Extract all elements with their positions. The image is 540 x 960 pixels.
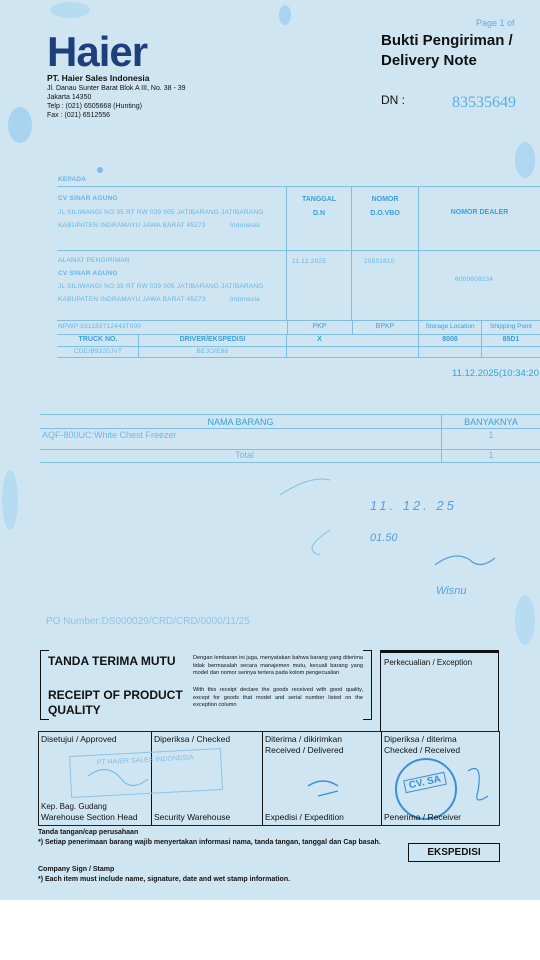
table-line-2 (57, 250, 540, 251)
table-line-4 (57, 334, 540, 335)
kepada-address-1: JL SILIWANGI NO 35 RT RW 039 005 JATIBARANG JATIBARANG (58, 209, 264, 216)
npwp: NPWP:831183712443T000 (58, 323, 142, 330)
tanggal-value: 11.12.2025 (292, 258, 327, 265)
sig-checked-label: Diperiksa / Checked (154, 734, 231, 744)
signature-scribbles (38, 731, 498, 824)
doc-title-id: Bukti Pengiriman / (381, 32, 513, 49)
items-header-line (40, 428, 540, 429)
alamat-name: CV SINAR AGUNG (58, 270, 118, 277)
print-timestamp: 11.12.2025(10:34:20 (452, 368, 539, 379)
haier-stamp-text: PT HAIER SALES INDONESIA (96, 754, 195, 767)
kepada-label: KEPADA (58, 176, 87, 183)
table-line-6 (57, 357, 540, 358)
dealer-value: 6000609234 (455, 276, 494, 283)
driver-label: DRIVER/EKSPEDISI (179, 336, 246, 343)
shipping-value: 85D1 (502, 336, 520, 343)
receipt-text-id: Dengan lembaran ini juga, menyatakan bahwa barang yang diterima tidak bermasalah secara manajemen mutu, kecuali barang yang model dan nomor serinya tertera pada kolom pengecualian (193, 655, 363, 677)
table-top-line (57, 186, 540, 187)
page-number: Page 1 of (476, 18, 515, 28)
footer-note-id: *) Setiap penerimaan barang wajib menyertakan informasi nama, tanda tangan, tanggal dan Cap basah. (38, 839, 381, 846)
driver-value: BEJO/E88 (196, 348, 229, 355)
po-number: PO Number:DS000029/CRD/CRD/0000/11/25 (46, 616, 250, 627)
footer-company-sign: Company Sign / Stamp (38, 866, 115, 873)
items-col-qty: BANYAKNYA (464, 417, 518, 427)
sig-receiver-label-2: Checked / Received (384, 745, 461, 755)
kepada-address-2: KABUPATEN INDRAMAYU JAWA BARAT 45273 (58, 222, 206, 229)
total-label: Total (235, 450, 255, 460)
pkp-label: PKP (312, 323, 327, 330)
sig-received-label-2: Received / Delivered (265, 745, 344, 755)
items-top-line (40, 414, 540, 415)
handwritten-time: 01.50 (370, 532, 398, 544)
doc-title-en: Delivery Note (381, 52, 477, 69)
bpkp-label: BPKP (375, 323, 395, 330)
footer-sign-label: Tanda tangan/cap perusahaan (38, 829, 139, 836)
kepada-country: Indonesia (230, 222, 260, 229)
company-telp: Telp : (021) 6505668 (Hunting) (47, 103, 142, 110)
nomor-value: 20551810 (364, 258, 395, 265)
storage-value: 8008 (442, 336, 458, 343)
item-name: AQF-800UC:White Chest Freezer (42, 430, 177, 440)
sig-bottom-receiver: Penerima / Receiver (384, 812, 462, 822)
haier-logo: Haier (47, 28, 148, 75)
items-col-name: NAMA BARANG (207, 417, 274, 427)
sig-received-label: Diterima / dikirimkan (265, 734, 342, 744)
alamat-address-1: JL SILIWANGI NO 35 RT RW 039 005 JATIBARANG JATIBARANG (58, 283, 264, 290)
exception-label: Perkecualian / Exception (384, 658, 473, 667)
truck-value: CDE/B9320JVT (73, 348, 123, 355)
receipt-title-id: TANDA TERIMA MUTU (48, 654, 176, 668)
col-divider-2 (351, 186, 352, 320)
sig-bottom-expedition: Expedisi / Expedition (265, 812, 344, 822)
receipt-text-en: With this receipt declare the goods received with good quality, except for goods that model and serial number listed on the exception column (193, 687, 363, 709)
pkp-value: X (317, 336, 322, 343)
alamat-address-2: KABUPATEN INDRAMAYU JAWA BARAT 45273 (58, 296, 206, 303)
tanggal-label: TANGGAL (301, 196, 337, 203)
company-name: PT. Haier Sales Indonesia (47, 73, 150, 83)
receiver-stamp-text: CV. SA (403, 772, 447, 793)
sig-approved-label: Disetujui / Approved (41, 734, 117, 744)
dealer-label: NOMOR DEALER (450, 209, 509, 216)
tanggal-sub: D.N (312, 210, 326, 217)
col-divider-1 (286, 186, 287, 320)
handwritten-date: 11. 12. 25 (370, 498, 457, 513)
kepada-name: CV SINAR AGUNG (58, 195, 118, 202)
sig-bottom-1: Kep. Bag. Gudang (41, 802, 107, 811)
dn-number: 83535649 (452, 94, 516, 111)
storage-label: Storage Location (425, 323, 475, 330)
sig-receiver-label: Diperiksa / diterima (384, 734, 457, 744)
company-fax: Fax : (021) 6512556 (47, 112, 111, 119)
company-address-2: Jakarta 14350 (47, 94, 92, 101)
receipt-right-bracket (363, 650, 372, 720)
sig-bottom-warehouse-head: Warehouse Section Head (41, 812, 138, 822)
shipping-label: Shipping Point (490, 323, 532, 330)
receipt-title-en-2: QUALITY (48, 703, 101, 717)
ekspedisi-copy-label: EKSPEDISI (408, 843, 500, 862)
dn-label: DN : (381, 93, 405, 107)
alamat-country: Indonesia (230, 296, 260, 303)
alamat-label: ALAMAT PENGIRIMAN (58, 257, 130, 264)
total-qty: 1 (488, 450, 494, 460)
table-line-5 (57, 346, 540, 347)
item-qty: 1 (488, 430, 494, 440)
company-address-1: Jl. Danau Sunter Barat Blok A III, No. 38 - 39 (47, 85, 186, 92)
truck-label: TRUCK NO. (78, 336, 118, 343)
nomor-sub: D.O.VBO (370, 210, 400, 217)
nomor-label: NOMOR (371, 196, 399, 203)
sig-bottom-security: Security Warehouse (154, 812, 231, 822)
handwritten-name: Wisnu (436, 585, 467, 597)
receipt-title-en-1: RECEIPT OF PRODUCT (48, 688, 183, 702)
table-line-3 (57, 320, 540, 321)
footer-note-en: *) Each item must include name, signature, date and wet stamp information. (38, 876, 291, 883)
